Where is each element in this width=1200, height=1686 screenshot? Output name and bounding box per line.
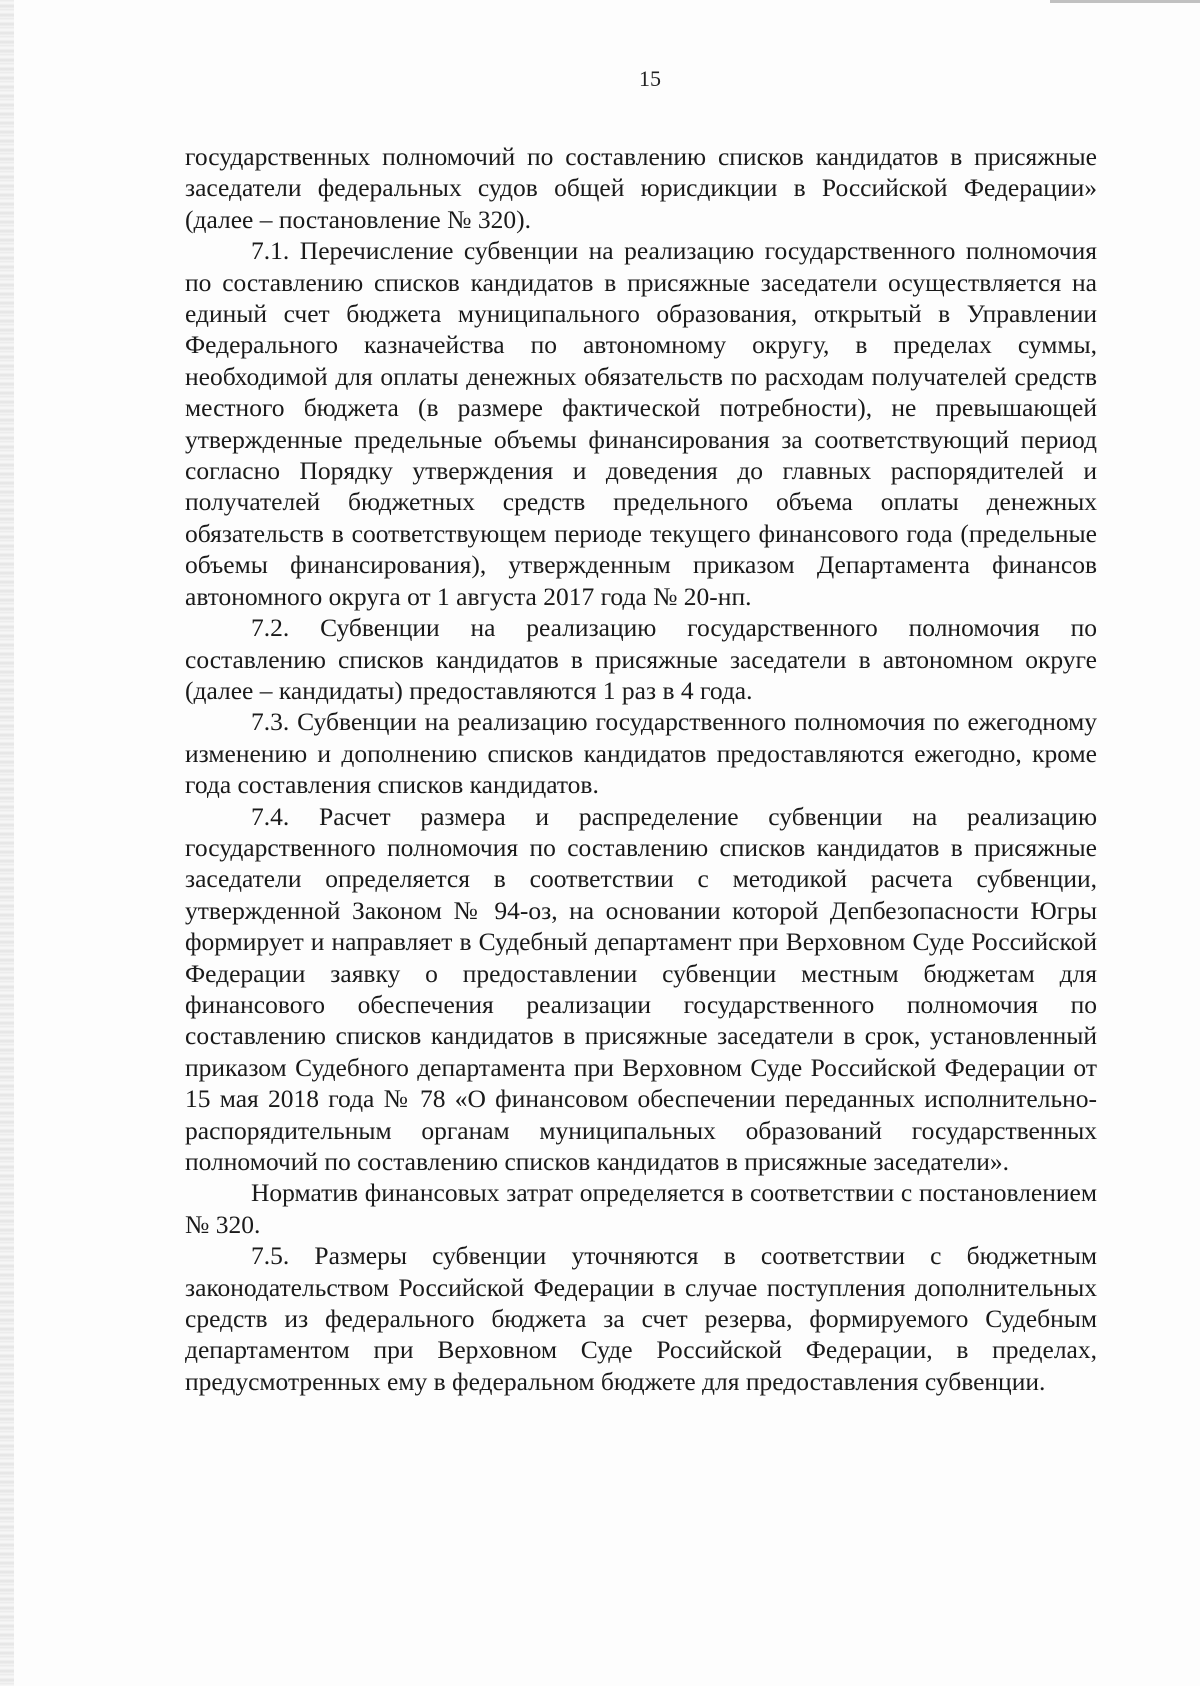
- paragraph-7-2: 7.2. Субвенции на реализацию государственного полномочия по составлению списков кандидатов в присяжные заседатели в автономном округе (далее – кандидаты) предоставляются 1 раз в 4 года.: [185, 613, 1097, 705]
- page-number: 15: [639, 66, 661, 91]
- paragraph-continuation: государственных полномочий по составлению списков кандидатов в присяжные заседатели федеральных судов общей юрисдикции в Российской Федерации» (далее – постановление № 320).: [185, 142, 1097, 234]
- scan-top-artifact: [1050, 0, 1200, 3]
- scan-edge-artifact: [0, 0, 14, 1686]
- document-body: [185, 141, 1097, 1397]
- paragraph-7-4: 7.4. Расчет размера и распределение субвенции на реализацию государственного полномочия по составлению списков кандидатов в присяжные заседатели определяется в соответствии с методикой расчета субвенции, утвержденной Законом № 94-оз, на основании которой Депбезопасности Югры формирует и направляет в Судебный департамент при Верховном Суде Российской Федерации заявку о предоставлении субвенции местным бюджетам для финансового обеспечения реализации государственного полномочия по составлению списков кандидатов в присяжные заседатели в срок, установленный приказом Судебного департамента при Верховном Суде Российской Федерации от 15 мая 2018 года № 78 «О финансовом обеспечении переданных исполнительно-распорядительным органам муниципальных образований государственных полномочий по составлению списков кандидатов в присяжные заседатели».: [185, 801, 1097, 1176]
- paragraph-7-1: 7.1. Перечисление субвенции на реализацию государственного полномочия по составлению списков кандидатов в присяжные заседатели осуществляется на единый счет бюджета муниципального образования, открытый в Управлении Федерального казначейства по автономному округу, в пределах суммы, необходимой для оплаты денежных обязательств по расходам получателей средств местного бюджета (в размере фактической потребности), не превышающей утвержденные предельные объемы финансирования за соответствующий период согласно Порядку утверждения и доведения до главных распорядителей и получателей бюджетных средств предельного объема оплаты денежных обязательств в соответствующем периоде текущего финансового года (предельные объемы финансирования), утвержденным приказом Департамента финансов автономного округа от 1 августа 2017 года № 20-нп.: [185, 236, 1097, 611]
- paragraph-7-3: 7.3. Субвенции на реализацию государственного полномочия по ежегодному изменению и дополнению списков кандидатов предоставляются ежегодно, кроме года составления списков кандидатов.: [185, 707, 1097, 800]
- paragraph-normative: Норматив финансовых затрат определяется в соответствии с постановлением № 320.: [185, 1178, 1097, 1239]
- paragraph-7-5: 7.5. Размеры субвенции уточняются в соответствии с бюджетным законодательством Российской Федерации в случае поступления дополнительных средств из федерального бюджета за счет резерва, формируемого Судебным департаментом при Верховном Суде Российской Федерации, в пределах, предусмотренных ему в федеральном бюджете для предоставления субвенции.: [185, 1241, 1097, 1396]
